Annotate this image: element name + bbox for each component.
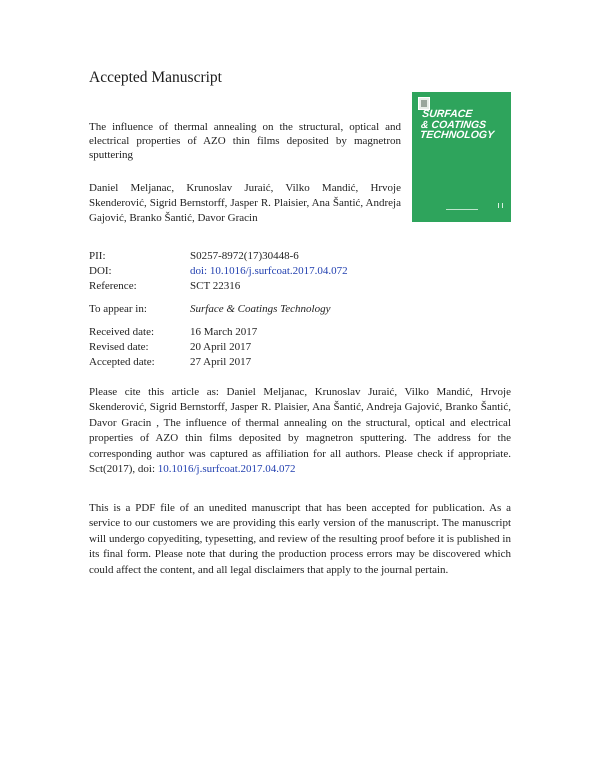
cover-title-line-1: SURFACE bbox=[421, 108, 473, 120]
pii-label: PII: bbox=[89, 250, 106, 262]
reference-value: SCT 22316 bbox=[190, 280, 241, 292]
article-authors: Daniel Meljanac, Krunoslav Juraić, Vilko Mandić, Hrvoje Skenderović, Sigrid Bernstorff, Jasper R. Plaisier, Ana Šantić, Andreja Gajović, Branko Šantić, Davor Gracin bbox=[89, 182, 401, 224]
received-label: Received date: bbox=[89, 326, 155, 338]
disclaimer-paragraph: This is a PDF file of an unedited manuscript that has been accepted for publication. As a service to our customers we are providing this early version of the manuscript. The manuscript will undergo copyediting, typesetting, and review of the resulting proof before it is published in its final form. Please note that during the production process errors may be discovered which could affect the content, and all legal disclaimers that apply to the journal pertain. bbox=[89, 502, 511, 576]
reference-label: Reference: bbox=[89, 280, 137, 292]
appear-label: To appear in: bbox=[89, 303, 147, 315]
journal-cover-image bbox=[412, 92, 511, 222]
cover-divider bbox=[446, 209, 478, 210]
doi-label: DOI: bbox=[89, 265, 112, 277]
citation-paragraph bbox=[89, 385, 511, 477]
article-title: The influence of thermal annealing on the structural, optical and electrical properties of AZO thin films deposited by magnetron sputtering bbox=[89, 121, 401, 162]
revised-value: 20 April 2017 bbox=[190, 341, 252, 353]
revised-label: Revised date: bbox=[89, 341, 149, 353]
cover-mark bbox=[498, 203, 499, 208]
cover-mark bbox=[502, 203, 503, 208]
citation-text: Please cite this article as: Daniel Meljanac, Krunoslav Juraić, Vilko Mandić, Hrvoje Skenderović, Sigrid Bernstorff, Jasper R. Plaisier, Ana Šantić, Andreja Gajović, Branko Šantić, Davor Gracin , The influence of thermal annealing on the structural, optical and electrical properties of AZO thin films deposited by magnetron sputtering. The address for the corresponding author was captured as affiliation for all authors. Please check if appropriate. Sct(2017), doi: bbox=[89, 386, 511, 476]
pii-value: S0257-8972(17)30448-6 bbox=[190, 250, 299, 262]
page-heading: Accepted Manuscript bbox=[89, 69, 222, 86]
accepted-label: Accepted date: bbox=[89, 356, 155, 368]
journal-name: Surface & Coatings Technology bbox=[190, 303, 331, 315]
received-value: 16 March 2017 bbox=[190, 326, 258, 338]
accepted-value: 27 April 2017 bbox=[190, 356, 252, 368]
citation-doi-link[interactable]: 10.1016/j.surfcoat.2017.04.072 bbox=[157, 463, 296, 476]
cover-title-line-2: & COATINGS bbox=[420, 118, 487, 131]
cover-journal-title bbox=[419, 109, 511, 141]
cover-title-line-3: TECHNOLOGY bbox=[419, 129, 495, 141]
doi-link[interactable]: doi: 10.1016/j.surfcoat.2017.04.072 bbox=[190, 265, 348, 277]
